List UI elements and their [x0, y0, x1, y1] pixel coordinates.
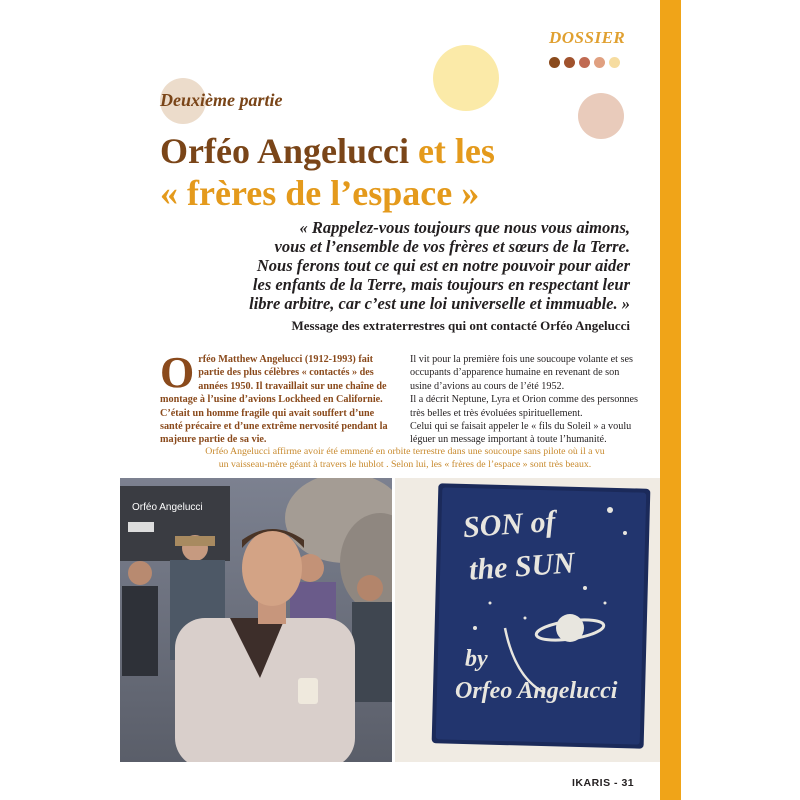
color-dot: [579, 57, 590, 68]
color-dot: [549, 57, 560, 68]
quote-line: libre arbitre, car c’est une loi universelle et immuable. »: [249, 294, 630, 313]
book-by: by: [465, 646, 488, 672]
body-paragraph: Celui qui se faisait appeler le « fils du Soleil » a voulu léguer un message important à toute l’humanité.: [410, 421, 632, 446]
photo-caption: [170, 445, 640, 471]
drop-cap: O: [160, 348, 195, 397]
color-dots: [549, 57, 620, 68]
page-footer: [572, 777, 634, 789]
crowd-photo-illustration: [120, 478, 392, 762]
pull-quote: [200, 218, 630, 313]
quote-source: Message des extraterrestres qui ont contacté Orféo Angelucci: [291, 318, 630, 333]
side-accent-bar: [660, 0, 681, 800]
color-dot: [594, 57, 605, 68]
intro-text: rféo Matthew Angelucci (1912-1993) fait partie des plus célèbres « contactés » des années 1950. Il travaillait sur une chaîne de montage à l’usine d’avions Lockheed en Californie. C’était un homme fragile qui avait souffert d’une santé précaire et d’une extrême nervosité pendant la majeure partie de sa vie.: [160, 354, 388, 446]
title-part-2: « frères de l’espace »: [160, 173, 480, 213]
color-dot: [609, 57, 620, 68]
section-label: DOSSIER: [549, 28, 626, 47]
quote-line: vous et l’ensemble de vos frères et sœurs de la Terre.: [274, 237, 630, 256]
body-paragraph: Il a décrit Neptune, Lyra et Orion comme des personnes très belles et très évoluées spirituellement.: [410, 394, 639, 419]
caption-line: un vaisseau-mère géant à travers le hublot . Selon lui, les « frères de l’espace » sont très beaux.: [218, 459, 592, 470]
book-title-line-1: SON of: [461, 504, 557, 545]
footer-separator: -: [614, 777, 619, 789]
intro-paragraph: [160, 348, 392, 447]
deco-circle-right: [578, 93, 624, 139]
book-cover-photo: [395, 478, 660, 762]
quote-line: Nous ferons tout ce qui est en notre pouvoir pour aider: [256, 256, 630, 275]
quote-line: les enfants de la Terre, mais toujours en respectant leur: [252, 275, 630, 294]
color-dot: [564, 57, 575, 68]
angelucci-photo: [120, 478, 392, 762]
page-number: 31: [621, 777, 635, 789]
photo-label: Orféo Angelucci: [132, 502, 203, 513]
magazine-name: IKARIS: [572, 777, 611, 789]
article-title: [160, 130, 495, 214]
article-part-label: Deuxième partie: [160, 90, 283, 110]
book-title-line-2: the SUN: [467, 546, 576, 587]
quote-line: « Rappelez-vous toujours que nous vous aimons,: [299, 218, 630, 237]
deco-circle-center: [433, 45, 499, 111]
title-name: Orféo Angelucci: [160, 131, 409, 171]
body-column: [410, 353, 642, 447]
title-part-1: et les: [408, 131, 495, 171]
book-author: Orfeo Angelucci: [455, 678, 618, 704]
body-paragraph: Il vit pour la première fois une soucoupe volante et ses occupants d’apparence humaine en revenant de son usine d’avions au cours de l’été 1952.: [410, 354, 633, 392]
caption-line: Orféo Angelucci affirme avoir été emmené en orbite terrestre dans une soucoupe sans pilote où il a vu: [205, 446, 605, 457]
